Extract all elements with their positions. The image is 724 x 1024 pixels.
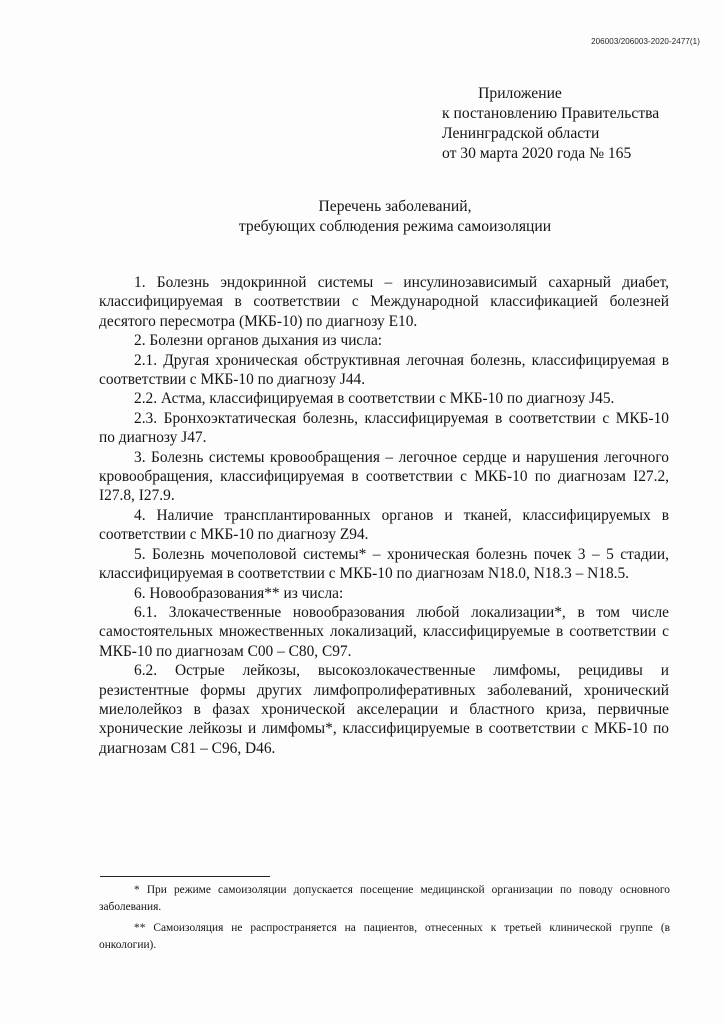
list-item: 1. Болезнь эндокринной системы – инсулинозависимый сахарный диабет, классифицируемая в соответствии с Международной классификацией болезней десятого пересмотра (МКБ-10) по диагнозу E10. xyxy=(99,274,669,330)
list-item: 2.2. Астма, классифицируемая в соответствии с МКБ-10 по диагнозу J45. xyxy=(134,390,615,408)
disease-list xyxy=(99,273,669,758)
appendix-date-number: от 30 марта 2020 года № 165 xyxy=(442,145,632,162)
footnote: * При режиме самоизоляции допускается посещение медицинской организации по поводу основного заболевания. xyxy=(99,884,670,913)
list-item: 2.3. Бронхоэктатическая болезнь, классифицируемая в соответствии с МКБ-10 по диагнозу J47. xyxy=(99,409,669,447)
appendix-resolution: к постановлению Правительства xyxy=(442,105,660,122)
footnotes xyxy=(99,882,670,958)
list-item: 6.2. Острые лейкозы, высокозлокачественные лимфомы, рецидивы и резистентные формы других лимфопролиферативных заболеваний, хронический миелолейкоз в фазах хронической акселерации и бластного криза, первичные хронические лейкозы и лимфомы*, классифицируемые в соответствии с МКБ-10 по диагнозам C81 – C96, D46. xyxy=(99,662,669,757)
document-id: 206003/206003-2020-2477(1) xyxy=(591,37,700,46)
footnote: ** Самоизоляция не распространяется на пациентов, отнесенных к третьей клинической группе (в онкологии). xyxy=(99,922,670,951)
appendix-region: Ленинградской области xyxy=(442,125,600,142)
list-item: 6.1. Злокачественные новообразования любой локализации*, в том числе самостоятельных множественных локализаций, классифицируемые в соответствии с МКБ-10 по диагнозам C00 – C80, C97. xyxy=(99,603,669,660)
title-line-2: требующих соблюдения режима самоизоляции xyxy=(238,218,552,235)
appendix-header xyxy=(442,84,702,164)
list-item: 2. Болезни органов дыхания из числа: xyxy=(134,332,383,350)
footnote-divider xyxy=(100,876,270,877)
title-line-1: Перечень заболеваний, xyxy=(318,198,472,215)
list-item: 2.1. Другая хроническая обструктивная легочная болезнь, классифицируемая в соответствии с МКБ-10 по диагнозу J44. xyxy=(99,351,669,389)
list-item: 3. Болезнь системы кровообращения – легочное сердце и нарушения легочного кровообращения, классифицируемая в соответствии с МКБ-10 по диагнозам I27.2, I27.8, I27.9. xyxy=(99,448,669,505)
list-item: 6. Новообразования** из числа: xyxy=(134,584,344,602)
list-item: 4. Наличие трансплантированных органов и тканей, классифицируемых в соответствии с МКБ-10 по диагнозу Z94. xyxy=(99,506,669,544)
appendix-label: Приложение xyxy=(478,85,562,102)
document-title xyxy=(100,197,690,237)
list-item: 5. Болезнь мочеполовой системы* – хроническая болезнь почек 3 – 5 стадии, классифицируемая в соответствии с МКБ-10 по диагнозам N18.0, N18.3 – N18.5. xyxy=(99,545,669,583)
